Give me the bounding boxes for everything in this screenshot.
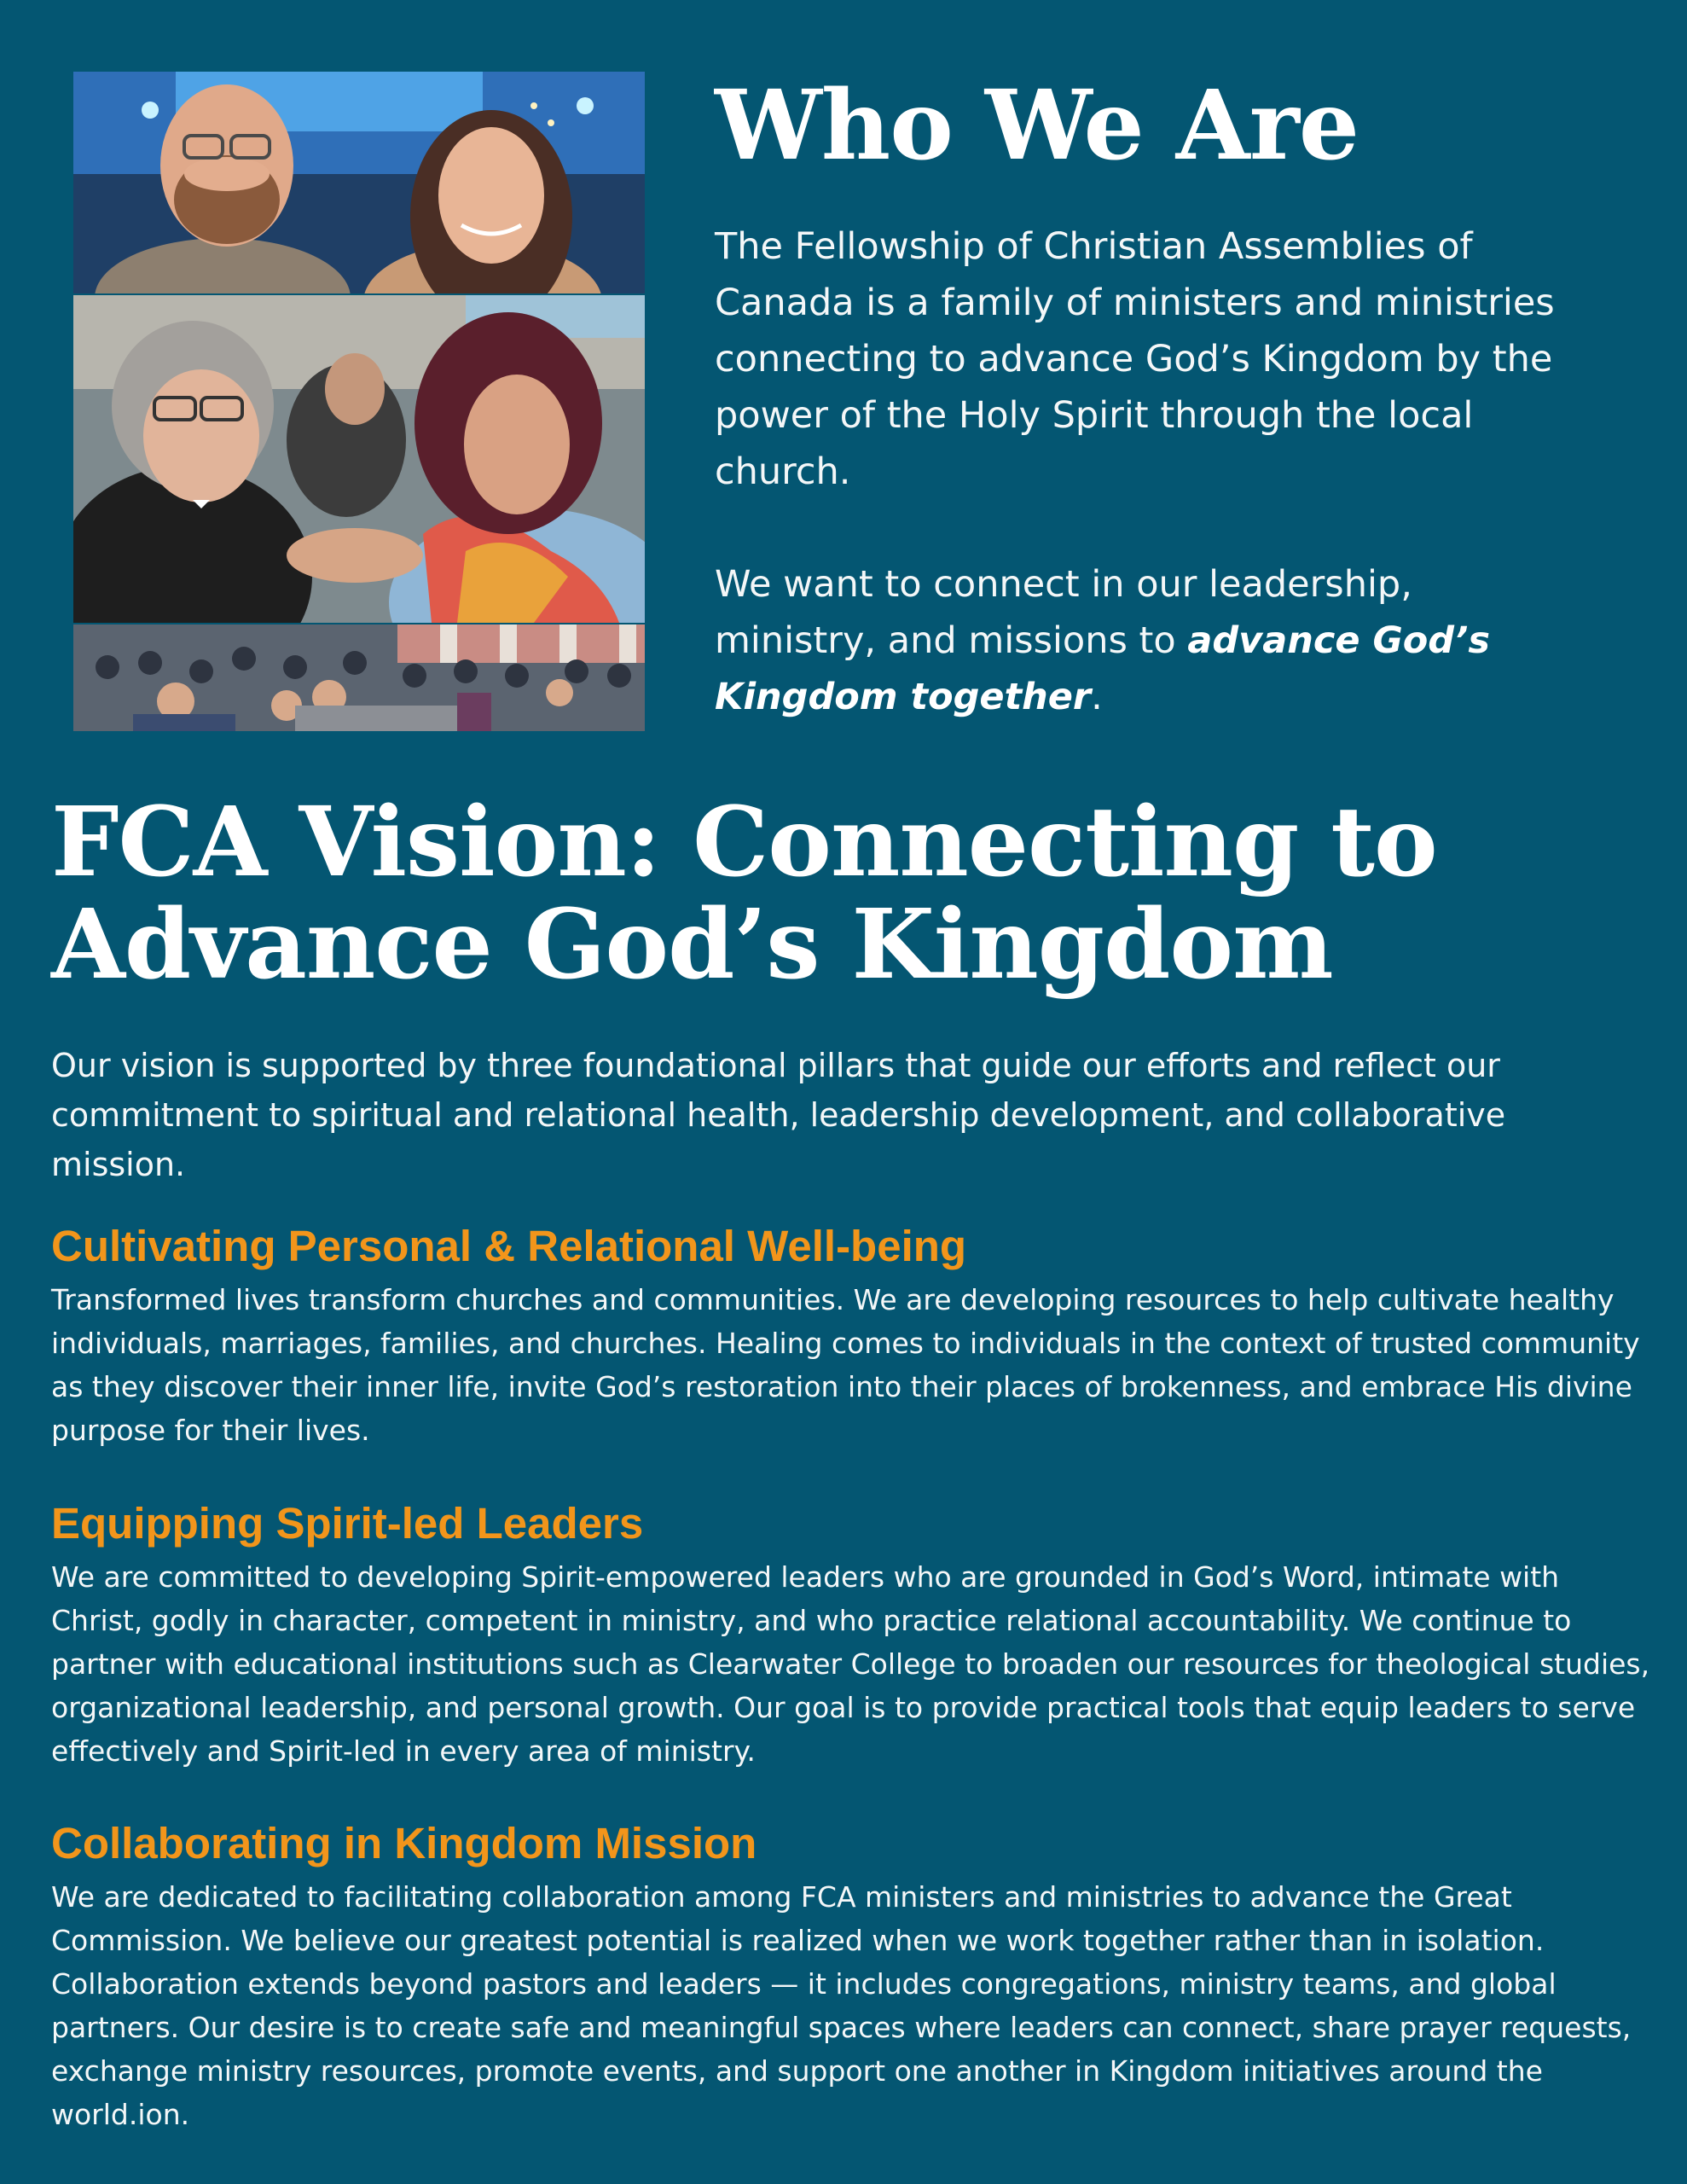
vision-intro: Our vision is supported by three foundational pillars that guide our efforts and reflect our commitment to spiritual and relational health, leadership development, and collaborative mission. [51, 1047, 1506, 1183]
pillar-title-wellbeing: Cultivating Personal & Relational Well-being [51, 1222, 967, 1270]
connect-paragraph-emphasis: advance God’s Kingdom together [715, 619, 1491, 718]
photo-collage [73, 72, 645, 731]
photo-congregation [73, 624, 645, 731]
pillar-text-mission: We are dedicated to facilitating collaboration among FCA ministers and ministries to advance the Great Commission. We believe our greatest potential is realized when we work together rather than in isolation. Collaboration extends beyond pastors and leaders — it includes congregations, ministry teams, and global partners. Our desire is to create safe and meaningful spaces where leaders can connect, share prayer requests, exchange ministry resources, promote events, and support one another in Kingdom initiatives around the world.ion. [51, 1880, 1632, 2131]
vision-heading: FCA Vision: Connecting to Advance God’s Kingdom [51, 787, 1437, 1001]
who-we-are-paragraph: The Fellowship of Christian Assemblies of Canada is a family of ministers and ministries connecting to advance God’s Kingdom by the power of the Holy Spirit through the local church. [715, 225, 1555, 493]
connect-paragraph [715, 556, 1576, 725]
pillar-title-leaders: Equipping Spirit-led Leaders [51, 1499, 644, 1548]
who-we-are-heading: Who We Are [715, 70, 1359, 182]
photo-women-praying [73, 295, 645, 623]
photo-couple-smiling [73, 72, 645, 293]
pillar-text-wellbeing: Transformed lives transform churches and communities. We are developing resources to help cultivate healthy individuals, marriages, families, and churches. Healing comes to individuals in the context of trusted community as they discover their inner life, invite God’s restoration into their places of brokenness, and embrace His divine purpose for their lives. [51, 1283, 1640, 1447]
pillar-text-leaders: We are committed to developing Spirit-empowered leaders who are grounded in God’s Word, intimate with Christ, godly in character, competent in ministry, and who practice relational accountability. We continue to partner with educational institutions such as Clearwater College to broaden our resources for theological studies, organizational leadership, and personal growth. Our goal is to provide practical tools that equip leaders to serve effectively and Spirit-led in every area of ministry. [51, 1560, 1650, 1768]
connect-paragraph-end: . [1091, 676, 1103, 718]
connect-paragraph-lead: We want to connect in our leadership, ministry, and missions to [715, 563, 1412, 662]
pillar-title-mission: Collaborating in Kingdom Mission [51, 1819, 757, 1867]
